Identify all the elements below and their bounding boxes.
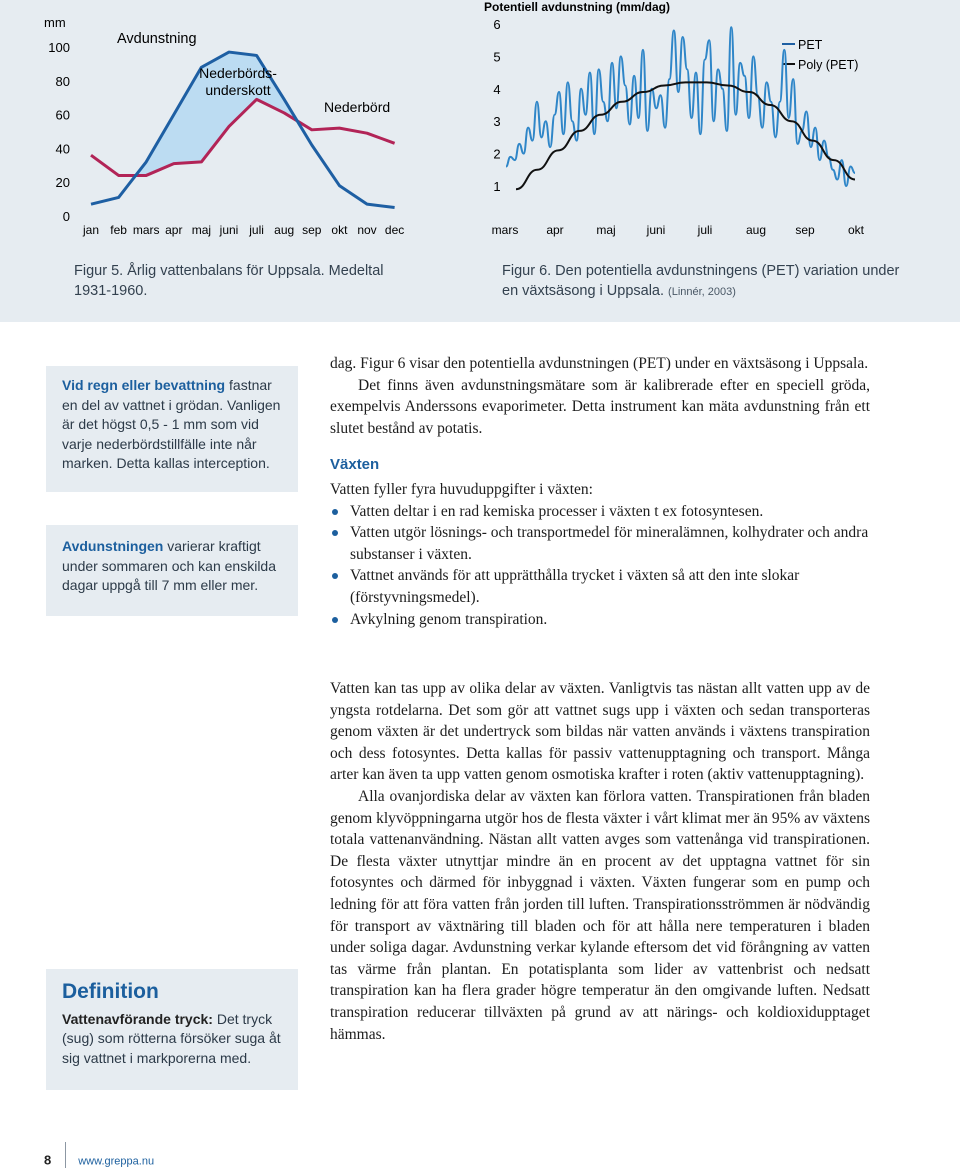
x-tick-label: juni xyxy=(646,223,666,237)
definition-term: Vattenavförande tryck: xyxy=(62,1010,213,1027)
definition-box xyxy=(46,969,298,1090)
x-tick-label: dec xyxy=(384,223,405,237)
x-tick-label: jan xyxy=(82,223,100,237)
figure6-source: (Linnér, 2003) xyxy=(668,286,736,298)
x-tick-label: aug xyxy=(274,223,295,237)
y-tick-label: 20 xyxy=(55,175,70,191)
x-tick-label: apr xyxy=(165,223,183,237)
body-paragraph-2: Det finns även avdunstningsmätare som är kalibrerade efter en speciell gröda, exempelvis Anderssons evaporimeter. Detta instrument kan mäta avdunstning från ett slutet bestånd av potatis. xyxy=(330,376,870,437)
body-paragraph-4: Vatten kan tas upp av olika delar av växten. Vanligtvis tas nästan allt vatten upp av de yngsta rotdelarna. Det som gör att vattnet sugs upp i växten och sedan transporteras genom växten är det undertryck som bildas när vatten används i växtens transpiration och dess fotosyntes. Detta kallas för passiv vattenupptagning och transport. Många arter kan även ta upp vatten genom osmotiska krafter i roten (aktiv vattenupptagning). xyxy=(330,680,870,784)
figure5-caption: Figur 5. Årlig vattenbalans för Uppsala. Medeltal 1931-1960. xyxy=(74,263,384,299)
figure5-chart xyxy=(0,0,440,245)
y-tick-label: 1 xyxy=(493,179,501,194)
figure6-caption xyxy=(502,261,902,302)
y-tick-label: 100 xyxy=(48,40,70,55)
x-tick-label: maj xyxy=(596,223,616,237)
list-item-text: Vatten utgör lösnings- och transportmedel för mineralämnen, kolhydrater och andra substanser i växten. xyxy=(350,524,869,563)
x-tick-label: okt xyxy=(331,223,348,237)
y-tick-label: 2 xyxy=(493,146,501,162)
x-tick-label: aug xyxy=(745,223,767,237)
legend-label-pet: PET xyxy=(798,38,823,52)
y-axis-label: mm xyxy=(44,15,66,30)
body-paragraph-1: dag. Figur 6 visar den potentiella avdunstningen (PET) under en växtsäsong i Uppsala. xyxy=(330,355,869,372)
chart-title: Potentiell avdunstning (mm/dag) xyxy=(484,0,671,14)
list-item-text: Vattnet används för att upprätthålla trycket i växten så att den inte slokar (förstyvningsmedel). xyxy=(350,567,800,606)
list-item xyxy=(330,501,870,523)
bullet-list xyxy=(330,501,870,631)
legend-label-poly: Poly (PET) xyxy=(798,58,859,72)
annotation-nederbord: Nederbörd xyxy=(324,99,391,115)
definition-body xyxy=(62,1010,284,1069)
list-item-text: Vatten deltar i en rad kemiska processer i växten t ex fotosyntesen. xyxy=(350,502,764,520)
x-tick-label: maj xyxy=(191,223,212,237)
body-paragraph-5: Alla ovanjordiska delar av växten kan förlora vatten. Transpirationen från bladen genom klyvöppningarna utgör hos de flesta växter i vårt klimat mer än 95% av växtens totala vattenanvändning. Nästan allt vatten avges som vattenånga vid transpirationen. De flesta växter utnyttjar mindre än en procent av det upptagna vattnet för sin fotosyntes och därmed för inbyggnad i växten. Växten fungerar som en pump och ledning för att föra vatten från jorden till luften. Transpirationsströmmen är nödvändig för transport av växtnäring till bladen och för att hålla nere temperaturen i bladen under soliga dagar. Avdunstning verkar kylande eftersom det vid förångning av vatten tas värme från plantan. En potatisplanta som lider av vattenbrist och nedsatt transpiration kan ha flera grader högre temperatur än den omgivande luften. Nedsatt transpiration reducerar tillväxten på grund av att närings- och koldioxidupptaget hämmas. xyxy=(330,787,870,1043)
body-text-bottom xyxy=(330,678,870,1045)
list-item xyxy=(330,522,870,565)
sidebox-interception-text: fastnar en del av vattnet i grödan. Vanligen är det högst 0,5 - 1 mm som vid varje nederbördstillfälle inte når marken. Detta kallas interception. xyxy=(62,377,281,471)
definition-title: Definition xyxy=(62,980,159,1003)
x-tick-label: nov xyxy=(357,223,377,237)
sidebox-avdunstning xyxy=(46,525,298,616)
y-tick-label: 60 xyxy=(55,107,70,123)
sidebox-interception-highlight: Vid regn eller bevattning xyxy=(62,377,226,393)
x-tick-label: juni xyxy=(219,223,239,237)
y-tick-label: 0 xyxy=(62,209,70,224)
annotation-avdunstning: Avdunstning xyxy=(117,31,197,47)
x-tick-label: feb xyxy=(110,223,127,237)
bullet-icon xyxy=(332,573,338,579)
bullet-icon xyxy=(332,617,338,623)
annotation-deficit: underskott xyxy=(205,82,271,98)
sidebox-avdunstning-text: varierar kraftigt under sommaren och kan enskilda dagar uppgå till 7 mm eller mer. xyxy=(62,538,277,593)
annotation-deficit: Nederbörds- xyxy=(199,65,277,81)
sidebox-avdunstning-highlight: Avdunstningen xyxy=(62,538,164,554)
x-tick-label: sep xyxy=(302,223,322,237)
x-tick-label: mars xyxy=(132,223,160,237)
y-tick-label: 5 xyxy=(493,49,501,65)
footer-url[interactable]: www.greppa.nu xyxy=(78,1155,155,1168)
list-item-text: Avkylning genom transpiration. xyxy=(350,610,548,628)
x-tick-label: juli xyxy=(249,223,264,237)
page-number: 8 xyxy=(44,1152,52,1168)
figure6-caption-text: Figur 6. Den potentiella avdunstningens (PET) variation under en växtsäsong i Uppsala. xyxy=(502,263,900,299)
list-item xyxy=(330,609,870,631)
section-heading-vaxten: Växten xyxy=(330,456,380,474)
x-tick-label: apr xyxy=(546,223,564,237)
x-tick-label: mars xyxy=(491,223,519,237)
x-tick-label: juli xyxy=(697,223,713,237)
y-tick-label: 40 xyxy=(55,141,70,157)
y-tick-label: 4 xyxy=(493,81,501,97)
body-paragraph-3: Vatten fyller fyra huvuduppgifter i växten: xyxy=(330,480,593,498)
sidebox-interception xyxy=(46,366,298,492)
x-tick-label: okt xyxy=(847,223,865,237)
list-item xyxy=(330,565,870,608)
y-tick-label: 6 xyxy=(493,17,501,32)
footer-divider xyxy=(65,1142,66,1168)
page-footer xyxy=(44,1148,154,1174)
figure6-chart xyxy=(470,0,950,245)
y-tick-label: 80 xyxy=(55,73,70,89)
body-text-top xyxy=(330,353,870,630)
definition-text: Det tryck (sug) som rötterna försöker suga åt sig vattnet i markporerna med. xyxy=(62,1010,281,1066)
bullet-icon xyxy=(332,509,338,515)
x-tick-label: sep xyxy=(795,223,815,237)
bullet-icon xyxy=(332,530,338,536)
y-tick-label: 3 xyxy=(493,114,501,130)
